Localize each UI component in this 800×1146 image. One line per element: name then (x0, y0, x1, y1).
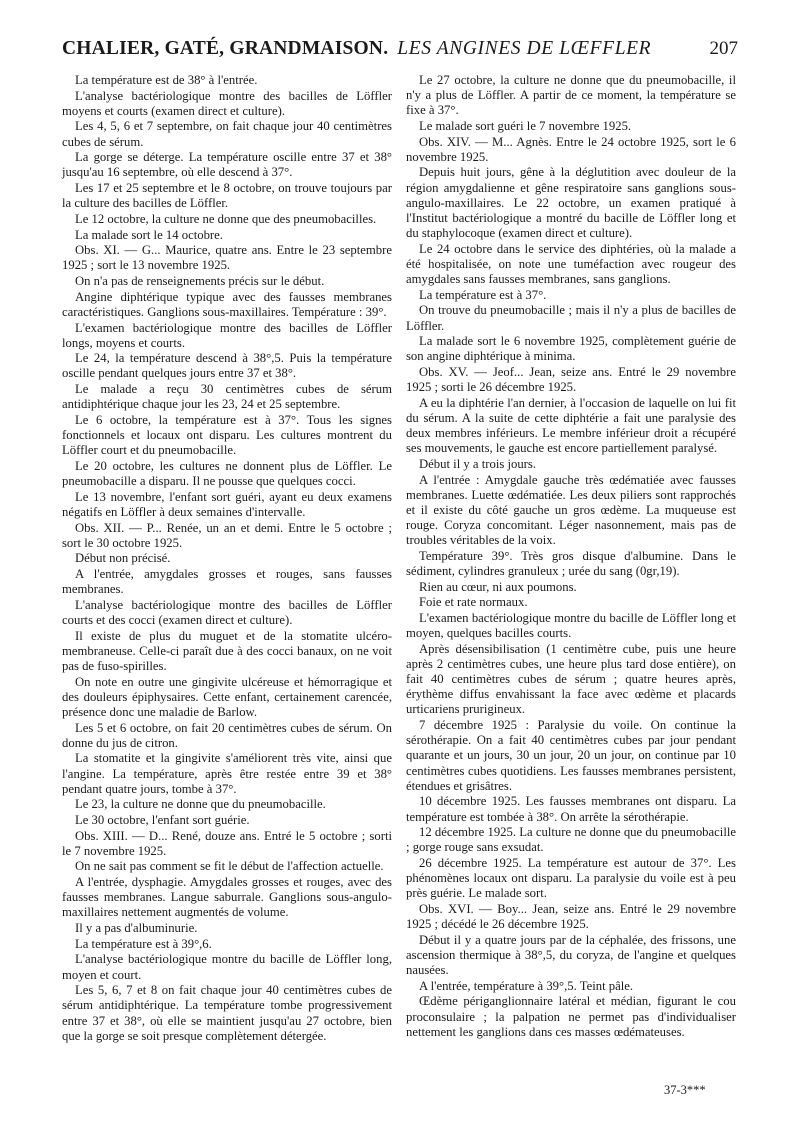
paragraph: Œdème périganglionnaire latéral et médian, figurant le cou proconsulaire ; la palpation ne permet pas d'individualiser nettement les ganglions dans ces masses œdémateuses. (406, 994, 736, 1039)
paragraph: On trouve du pneumobacille ; mais il n'y a plus de bacilles de Löffler. (406, 303, 736, 333)
paragraph: Le 27 octobre, la culture ne donne que du pneumobacille, il n'y a plus de Löffler. A partir de ce moment, la température se fixe à 37°. (406, 73, 736, 118)
paragraph: La température est de 38° à l'entrée. (75, 73, 258, 87)
running-header (62, 38, 738, 68)
paragraph: A l'entrée : Amygdale gauche très œdématiée avec fausses membranes. Luette œdématiée. Les deux piliers sont rapprochés et il existe du côté gauche un gros œdème. La muqueuse est rouge. Coryza concomitant. Léger nasonnement, mais pas de troubles véritables de la voix. (406, 472, 736, 548)
paragraph: 12 décembre 1925. La culture ne donne que du pneumobacille ; gorge rouge sans exsudat. (406, 825, 736, 855)
paragraph: Le 13 novembre, l'enfant sort guéri, ayant eu deux examens négatifs en Löffler à deux semaines d'intervalle. (62, 489, 392, 519)
paragraph: 26 décembre 1925. La température est autour de 37°. Les phénomènes locaux ont disparu. La paralysie du voile est à peu près guérie. Le malade sort. (406, 855, 736, 901)
paragraph: Le 12 octobre, la culture ne donne que des pneumobacilles. (75, 211, 377, 226)
paragraph: Obs. XVI. — Boy... Jean, seize ans. Entré le 29 novembre 1925 ; décédé le 26 décembre 1925. (406, 901, 736, 932)
paragraph: Obs. XV. — Jeof... Jean, seize ans. Entré le 29 novembre 1925 ; sorti le 26 décembre 1925. (406, 364, 736, 395)
paragraph: Le 6 octobre, la température est à 37°. Tous les signes fonctionnels et locaux ont disparu. Les cultures montrent du Löffler court et du pneumobacille. (62, 412, 392, 458)
paragraph: Début il y a trois jours. (419, 456, 536, 471)
paragraph: Début il y a quatre jours par de la céphalée, des frissons, une ascension thermique à 38°,5, du coryza, de l'angine et quelques nausées. (406, 932, 736, 978)
paragraph: L'examen bactériologique montre du bacille de Löffler long et moyen, quelques bacilles courts. (406, 610, 736, 641)
signature-mark: 37-3*** (664, 1083, 706, 1097)
paragraph: Foie et rate normaux. (419, 595, 528, 610)
paragraph: Température 39°. Très gros disque d'albumine. Dans le sédiment, cylindres granuleux ; urée du sang (0gr,19). (406, 548, 736, 578)
right-text-column (406, 73, 736, 1040)
paragraph: On ne sait pas comment se fit le début de l'affection actuelle. (75, 859, 384, 874)
paragraph: Il existe de plus du muguet et de la stomatite ulcéro-membraneuse. Celle-ci paraît due à des cocci banaux, on ne voit pas de fuso-spirilles. (62, 628, 392, 673)
paragraph: A l'entrée, température à 39°,5. Teint pâle. (419, 978, 634, 993)
paragraph: Le malade a reçu 30 centimètres cubes de sérum antidiphtérique chaque jour les 23, 24 et 25 septembre. (62, 382, 392, 412)
paragraph: A l'entrée, amygdales grosses et rouges, sans fausses membranes. (62, 567, 392, 597)
paragraph: Les 17 et 25 septembre et le 8 octobre, on trouve toujours par la culture des bacilles de Löffler. (62, 181, 392, 211)
paragraph: On n'a pas de renseignements précis sur le début. (75, 274, 325, 289)
paragraph: On note en outre une gingivite ulcéreuse et hémorragique et des douleurs épiphysaires. Cette enfant, certainement carencée, présence donc une maladie de Barlow. (62, 674, 392, 719)
paragraph: Obs. XIII. — D... René, douze ans. Entré le 5 octobre ; sorti le 7 novembre 1925. (62, 828, 392, 858)
left-text-column (62, 73, 392, 1044)
header-authors: CHALIER, GATÉ, GRANDMAISON. (62, 38, 389, 59)
paragraph: Angine diphtérique typique avec des fausses membranes caractéristiques. Ganglions sous-maxillaires. Température : 39°. (62, 289, 392, 319)
paragraph: Le 30 octobre, l'enfant sort guérie. (75, 813, 250, 827)
paragraph: Le malade sort guéri le 7 novembre 1925. (419, 118, 632, 133)
paragraph: A l'entrée, dysphagie. Amygdales grosses et rouges, avec des fausses membranes. Langue saburrale. Ganglions sous-angulo-maxillaires nettement augmentés de volume. (62, 875, 392, 920)
paragraph: Depuis huit jours, gêne à la déglutition avec douleur de la région amygdalienne et gêne respiratoire sans ganglions sous-angulo-maxillaires. Le 22 octobre, un examen pratiqué à l'Institut bactériologique a montré du bacille de Löffler long et du staphylocoque (examen direct et culture). (406, 165, 736, 241)
paragraph: L'examen bactériologique montre des bacilles de Löffler longs, moyens et courts. (62, 320, 392, 350)
page-number: 207 (709, 38, 738, 59)
paragraph: La malade sort le 6 novembre 1925, complètement guérie de son angine diphtérique à minima. (406, 334, 736, 364)
paragraph: A eu la diphtérie l'an dernier, à l'occasion de laquelle on lui fit du sérum. A la suite de cette diphtérie a fait une paralysie des deux membres inférieurs. Le membre inférieur droit a récupéré ses mouvements, le gauche est encore partiellement paralysé. (406, 395, 736, 456)
paragraph: L'analyse bactériologique montre des bacilles de Löffler courts et des cocci (examen direct et culture). (62, 597, 392, 627)
paragraph: Rien au cœur, ni aux poumons. (419, 579, 577, 594)
paragraph: Les 5, 6, 7 et 8 on fait chaque jour 40 centimètres cubes de sérum antidiphtérique. La température tombe progressivement entre 37 et 38°, où elle se maintient jusqu'au 27 octobre, bien que la gorge se soit presque complètement détergée. (62, 983, 392, 1043)
paragraph: La stomatite et la gingivite s'améliorent très vite, ainsi que l'angine. La température, après être restée entre 39 et 38° pendant quatre jours, tombe à 37°. (62, 751, 392, 796)
paragraph: Le 20 octobre, les cultures ne donnent plus de Löffler. Le pneumobacille a disparu. Il ne pousse que quelques cocci. (62, 458, 392, 489)
paragraph: Le 23, la culture ne donne que du pneumobacille. (75, 797, 326, 812)
paragraph: Les 5 et 6 octobre, on fait 20 centimètres cubes de sérum. On donne du jus de citron. (62, 720, 392, 750)
paragraph: Le 24, la température descend à 38°,5. Puis la température oscille pendant quelques jours entre 37 et 38°. (62, 351, 392, 381)
paragraph: Obs. XII. — P... Renée, un an et demi. Entre le 5 octobre ; sort le 30 octobre 1925. (62, 520, 392, 550)
paragraph: La gorge se déterge. La température oscille entre 37 et 38° jusqu'au 16 septembre, où elle descend à 37°. (62, 150, 392, 180)
paragraph: La malade sort le 14 octobre. (75, 227, 223, 242)
paragraph: La température est à 37°. (419, 287, 547, 302)
paragraph: Les 4, 5, 6 et 7 septembre, on fait chaque jour 40 centimètres cubes de sérum. (62, 119, 392, 149)
paragraph: Début non précisé. (75, 551, 171, 566)
paragraph: La température est à 39°,6. (75, 936, 212, 951)
paragraph: 7 décembre 1925 : Paralysie du voile. On continue la sérothérapie. On a fait 40 centimètres cubes par jour pendant quarante et un jours, 30 un jour, 20 un jour, on continue par 10 centimètres cubes quotidiens. Les fausses membranes persistent, étendues et grisâtres. (406, 718, 736, 793)
paragraph: Obs. XI. — G... Maurice, quatre ans. Entre le 23 septembre 1925 ; sort le 13 novembre 1925. (62, 243, 392, 273)
header-journal-title: LES ANGINES DE LŒFFLER (397, 38, 652, 59)
paragraph: L'analyse bactériologique montre des bacilles de Löffler moyens et courts (examen direct et culture). (62, 88, 392, 118)
paragraph: Le 24 octobre dans le service des diphtéries, où la malade a été hospitalisée, on note une tuméfaction avec rougeur des amygdales sans fausses membranes, sans ganglions. (406, 241, 736, 287)
paragraph: L'analyse bactériologique montre du bacille de Löffler long, moyen et court. (62, 952, 392, 982)
paragraph: Il y a pas d'albuminurie. (75, 921, 198, 936)
paragraph: Obs. XIV. — M... Agnès. Entre le 24 octobre 1925, sort le 6 novembre 1925. (406, 134, 736, 164)
paragraph: 10 décembre 1925. Les fausses membranes ont disparu. La température est tombée à 38°. On arrête la sérothérapie. (406, 794, 736, 824)
paragraph: Après désensibilisation (1 centimètre cube, puis une heure après 2 centimètres cubes, une heure plus tard dose entière), on fait 40 centimètres cubes de sérum ; quatre heures après, érythème diffus envahissant la face avec œdème et placards urticariens prurigineux. (406, 641, 736, 717)
